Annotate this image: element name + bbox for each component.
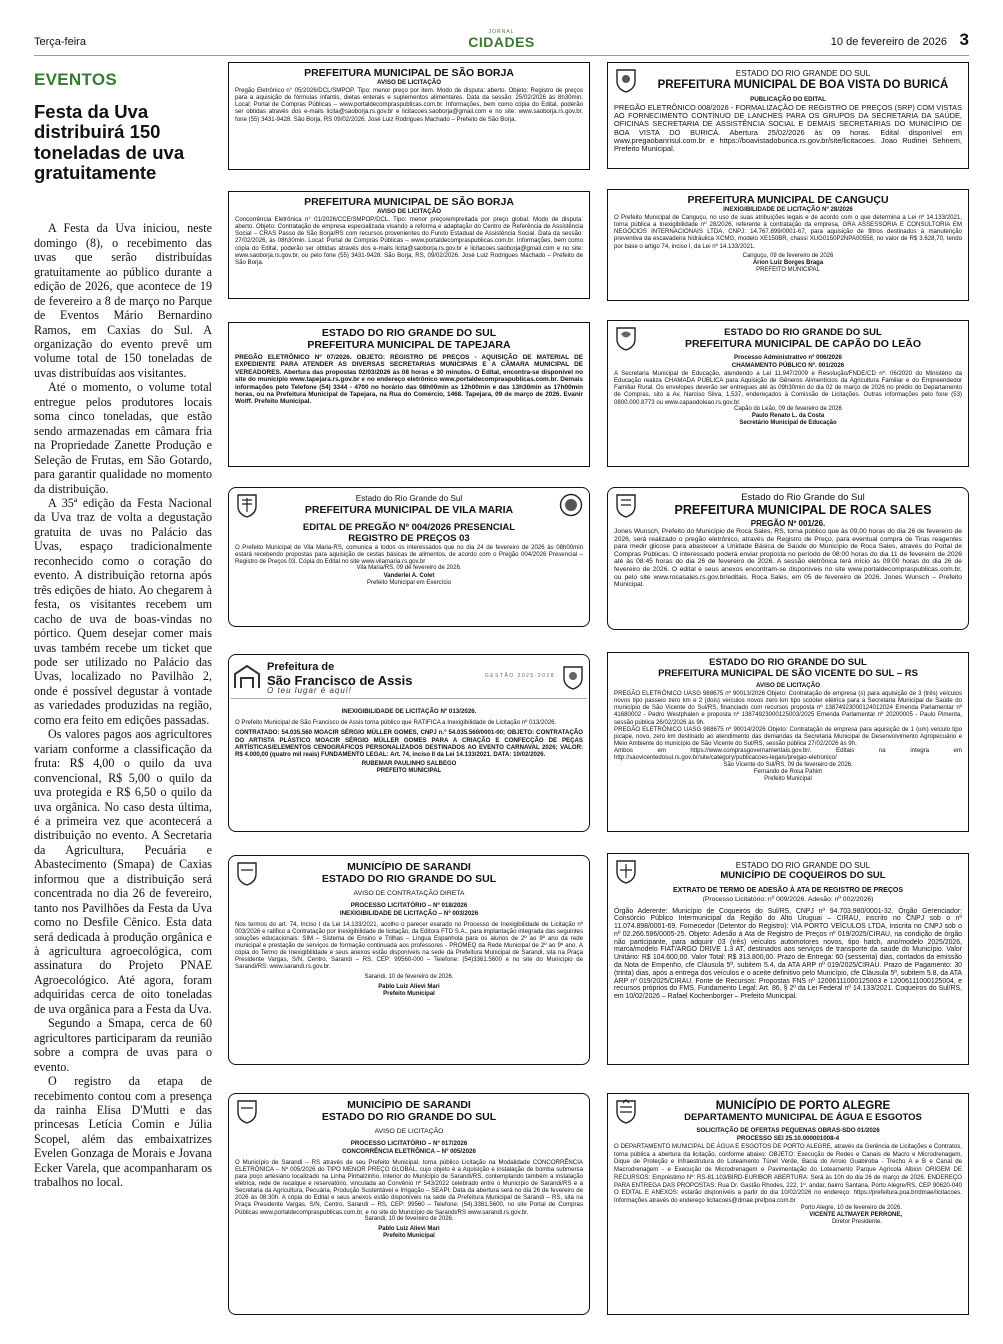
- article-headline: Festa da Uva distribuirá 150 toneladas de uva gratuitamente: [34, 101, 185, 184]
- ad-capao-do-leao: [607, 320, 969, 467]
- ad-subtitle: INEXIGIBILIDADE DE LICITAÇÃO Nº 013/2026.: [341, 708, 477, 716]
- ad-signature-place: Porto Alegre, 10 de fevereiro de 2026.: [800, 1204, 902, 1211]
- ad-title: ESTADO DO RIO GRANDE DO SUL: [321, 327, 497, 339]
- building-icon: [233, 664, 261, 690]
- page-header: [34, 30, 969, 56]
- section-logo-small: JORNAL: [488, 29, 515, 35]
- ad-subtitle: PROCESSO SEI 25.10.000001008-4: [736, 1135, 840, 1142]
- ad-signature-place: Canguçu, 09 de fevereiro de 2026: [742, 252, 834, 259]
- ad-title: PREFEITURA MUNICIPAL DE TAPEJARA: [307, 339, 511, 351]
- ad-body: O Município de Sarandi – RS através de seu Prefeito Municipal, torna público Licitação na Modalidade CONCORRÊNCIA ELETRÔNICA – Nº 005/2026 do TIPO MENOR PREÇO GLOBAL, cujo objeto é a Aquisição e instalação de bomba submersa para poço artesiano localizado na Linha Pinhalzinho, interior do Município de Sarandi/RS, contemplando também a instalação elétrica, rede de recalque e reservatório, vinculada ao Convênio nº 543/2022 celebrado entre o Município de Sarandi/RS e a Secretaria da Agricultura, Pecuária, Produção Sustentável e Irrigação – SEAPI. Data da abertura será no dia 26 de fevereiro de 2026 às 08:30h. A cópia do Edital e seus anexos estão disponíveis na sede da Prefeitura Municipal de Sarandi – RS, sita na Praça Presidente Vargas, S/N, Centro, Sarandi – RS, CEP: 99560 – Telefone: (54).3361.5600, no site Portal de Compras Públicas www.portaldecompraspublicas.com.br, e no site do Município de Sarandi/RS www.sarandi.rs.gov.br.: [235, 1158, 583, 1216]
- coat-of-arms-icon: [614, 858, 638, 884]
- page-number: 3: [959, 30, 969, 49]
- coat-of-arms-icon: [614, 325, 638, 351]
- ad-signature-place: Sarandi, 10 de fevereiro de 2026.: [364, 1215, 454, 1222]
- ad-signature-name: Vanderlei A. Colet: [383, 572, 435, 579]
- ad-body: Pregão Eletrônico n° 05/2026/DCL/SMPOP. Tipo: menor preço por item. Modo de disputa: aberto. Objeto: Registro de preços para a aquisição de fórmulas infantis, dietas enterais e suplementos alimentares. Data da sessão: 25/02/2026 às 8h30min. Local: Portal de Compras Públicas – www.portaldecompraspublicas.com.br. Informações, bem como cópia do Edital, poderão ser obtidas através dos e-mails licita@saoborja.rs.gov.br e licitacoes.saoborja@gmail.com e no site: www.saoborja.rs.gov.br, fone (55) 3431-9428. São Borja, RS 09/02/2026. José Luiz Rodrigues Machado – Prefeito de São Borja.: [235, 87, 583, 123]
- ad-sao-borja-1: [228, 62, 590, 170]
- ad-edital: REGISTRO DE PREÇOS 03: [348, 533, 470, 544]
- ad-signature-name: Fernando de Rosa Pahim: [753, 768, 823, 775]
- ad-state: Estado do Rio Grande do Sul: [355, 494, 463, 504]
- ad-edital: EDITAL DE PREGÃO Nº 004/2026 PRESENCIAL: [302, 522, 516, 533]
- ad-signature-name: Pablo Luiz Alievi Mari: [378, 983, 440, 990]
- ad-title: PREFEITURA MUNICIPAL DE CAPÃO DO LEÃO: [684, 337, 922, 350]
- coat-of-arms-icon: [614, 67, 638, 93]
- article-paragraph: Até o momento, o volume total entregue pelos produtores locais soma cinco toneladas, que estão sendo armazenadas em câmara fria na Propriedade Zanette Produção e Seleção de Frutas, em São Gotardo, para garantir qualidade no momento da distribuição.: [34, 380, 212, 496]
- ad-subtitle: PUBLICAÇÃO DO EDITAL: [750, 96, 826, 103]
- section-tag: EVENTOS: [34, 70, 118, 89]
- ad-state: ESTADO DO RIO GRANDE DO SUL: [735, 69, 871, 79]
- ad-subtitle: AVISO DE LICITAÇÃO: [755, 682, 821, 689]
- article-body: [34, 221, 212, 1189]
- ad-body: Nos termos do art. 74, Inciso I da Lei 14.133/2021, acolho o parecer exarado no Processo de Inexigibilidade de Licitação nº 003/2026 e ratifico a Contratação por inexigibilidade de licitação, da Editora FTD S.A., para implantação integrada das seguintes soluções educacionais: SIM – Sistema de Ensino e Trilhas – Língua Espanhola para os alunos de 2º ao 9º ano da rede municipal e prestação de serviços de formação continuada aos professores - PROMEQ da Rede Municipal de 2º ao 9º ano. A cópia do Termo de Inexigibilidade e seus anexos estão disponíveis na sede da Prefeitura Municipal de Sarandi, sita na Praça Presidente Vargas, S/N, Centro, Sarandi – RS, CEP: 99560-000 – Telefone: (54)3361.5600 e no site do Município de Sarandi/RS: www.sarandi.rs.gov.br.: [235, 920, 583, 971]
- ad-signature-role: Secretário Municipal de Educação: [739, 420, 837, 427]
- ad-title: PREFEITURA MUNICIPAL DE SÃO VICENTE DO SUL – RS: [658, 668, 918, 679]
- ad-sarandi-1: [228, 855, 590, 1065]
- ad-subtitle: SOLICITAÇÃO DE OFERTAS PEQUENAS OBRAS-SDO 01/2026: [696, 1127, 880, 1134]
- section-logo-name: CIDADES: [468, 34, 535, 50]
- ad-coqueiros-do-sul: [607, 853, 969, 1065]
- ad-title: ESTADO DO RIO GRANDE DO SUL: [321, 873, 497, 885]
- ad-subtitle-process: (Processo Licitatório: nº 009/2026. Adesão: nº 002/2026): [702, 896, 874, 903]
- ad-signature-role: Prefeito Municipal: [383, 991, 435, 997]
- ad-body: O Prefeito Municipal de Vila Maria-RS, comunica a todos os interessados que no dia 24 de fevereiro de 2026 às 08h00min estará recebendo propostas para aquisição de cestas básicas de alimentos, de acordo com o Pregão 004/2026 Presencial – Registro de Preços 03. Cópia do Edital no site www.vilamaria.rs.gov.br: [235, 544, 583, 566]
- section-logo: [468, 30, 535, 51]
- ad-signature-place: São Vicente do Sul/RS, 09 de fevereiro de 2026.: [723, 761, 853, 768]
- coat-of-arms-icon: [235, 860, 259, 886]
- ad-signature-place: Capão do Leão, 09 de fevereiro de 2026: [734, 405, 842, 412]
- ad-body: A Secretaria Municipal de Educação, atendendo a Lei 11.947/2009 e Resolução/FNDE/CD nº. 06/2020 do Ministério da Educação realiza CHAMADA PÚBLICA para Aquisição de Gêneros Alimentícios da Agricultura Familiar e do Empreendedor Familiar Rural. Os envelopes deverão ser entregues até às 09h30min do dia 02 de março de 2026 no prédio do Departamento de Compras, sito a Av. Narciso Silva, 1.537, endereçados à Comissão de Licitações. Outras informações pelo fone (53) 0800.000.8773 ou www.capaodoleao.rs.gov.br.: [614, 370, 962, 406]
- ad-process: CHAMAMENTO PÚBLICO Nº. 001/2026: [731, 362, 845, 369]
- ad-body: Jones Wunsch, Prefeito do Município de Roca Sales, RS, torna público que às 09,00 horas do dia 26 de fevereiro de 2026, será realizado o pregão eletrônico, através de Registro de Preço, para eventual compra de Tiras reagentes para medir glicose para abastecer a Unidade Básica de Saúde do Município de Roca Sales, através do Portal de Compras Públicas. O interessado poderá enviar proposta no período de 08:00 horas do dia 11 de fevereiro de 2026 até às 08:45 horas do dia 26 de fevereiro de 2026. A sessão eletrônica terá início às 09:00 horas do dia 26 de fevereiro de 2026. O edital e seus anexos encontram-se disponíveis no site www.portaldecompraspublicas.com.br, ou pelo site www.rocasales.rs.gov.br/editais. Roca Sales, em 05 de fevereiro de 2026. Jones Wunsch – Prefeito Municipal.: [614, 528, 962, 589]
- article-paragraph: O registro da etapa de recebimento contou com a presença da rainha Elisa D'Mutti e das princesas Letícia Comin e Júlia Scopel, além das embaixatrizes Evelen Gonzaga de Morais e Jovana Ecker Varela, que acompanharam os trabalhos no local.: [34, 1074, 212, 1190]
- ad-title: PREFEITURA MUNICIPAL DE CANGUÇU: [687, 194, 889, 206]
- ad-body: Ambos em https://www.comprasgovernamentais.gov.br/. Editais na íntegra em http://saovicentedosul.rs.gov.br/site/category/publicacoes-legais/pregao-eletronico/: [614, 747, 962, 762]
- ad-body: PREGÃO ELETRÔNICO 008/2026 - FORMALIZAÇÃO DE REGISTRO DE PREÇOS (SRP) COM VISTAS AO FORNECIMENTO CONTÍNUO DE LANCHES PARA OS GRUPOS DA SECRETARIA DA SAÚDE, OFICINAS SECRETARIA DE ASSISTÊNCIA SOCIAL E DEMAIS SECRETARIAS DO MUNICÍPIO DE BOA VISTA DO BURICÁ. Abertura 25/02/2026 às 09 horas. Edital disponível em www.pregaobanrisul.com.br e https://boavistadoburica.rs.gov.br/site/licitacoes. Joao Rudinei Sehnem, Prefeito Municipal.: [614, 103, 962, 154]
- ad-title: MUNICÍPIO DE PORTO ALEGRE: [715, 1099, 891, 1112]
- ad-boa-vista-do-burica: [607, 62, 969, 169]
- ad-signature-name: Paulo Renato L. da Costa: [751, 412, 825, 419]
- ad-porto-alegre-dmae: [607, 1093, 969, 1315]
- ad-title: ESTADO DO RIO GRANDE DO SUL: [709, 657, 867, 668]
- ad-process: CONCORRÊNCIA ELETRÔNICA – Nº 005/2026: [342, 1147, 476, 1155]
- coat-of-arms-icon: [561, 664, 585, 690]
- ad-body: PREGÃO ELETRÔNICO UASG 988675 nº 90014/2026 Objeto: Contratação de empresa para aquisição de 1 (um) veículo tipo picape, novo, zero km destinado ao atendimento das demandas da Secretaria Municipal de Desenvolvimento Agropecuário e Meio Ambiente do município de São Vicente do Sul/RS, sessão pública 27/02/2026 às 9h.: [614, 725, 962, 748]
- ad-subtitle: PREGÃO Nº 001/26.: [750, 519, 826, 528]
- ad-signature-role: PREFEITO MUNICIPAL: [756, 267, 820, 274]
- ad-title: PREFEITURA MUNICIPAL DE SÃO BORJA: [304, 196, 514, 208]
- ad-title: PREFEITURA MUNICIPAL DE SÃO BORJA: [304, 67, 514, 79]
- ad-signature-role: Diretor Presidente.: [831, 1219, 882, 1226]
- ad-process: Processo Administrativo nº 006/2026: [734, 354, 842, 361]
- ad-sao-francisco-de-assis: [228, 654, 590, 832]
- ad-body: Concorrência Eletrônica n° 01/2026/CCE/SMPOP/DCL. Tipo: menor preço/empreitada por preço global. Modo de disputa: aberto. Objeto: Contratação de empresa especializada visando a reforma e adaptação do Centro de Referência de Assistência Social – CRAS Passo de São Borja/RS com recursos provenientes do Fundo Estadual de Assistência Social. Data da sessão: 27/02/2026, às 08h30min. Local: Portal de Compras Públicas – www.portaldecompraspublicas.com.br. Informações, bem como cópia do Edital, poderão ser obtidas através dos e-mails licita@saoborja.rs.gov.br e licitacoes.saoborja@gmail.com e no site: www.saoborja.rs.gov.br, ou pelo fone (55) 3431-9428. São Borja, RS, 09/02/2026. José Luiz Rodrigues Machado – Prefeito de São Borja.: [235, 216, 583, 266]
- header-day: Terça-feira: [34, 36, 86, 48]
- ad-roca-sales: [607, 487, 969, 630]
- sfa-brand-line1: Prefeitura de: [267, 661, 335, 673]
- ad-signature-name: VICENTE ALTMAYER PERRONE,: [809, 1211, 902, 1218]
- coat-of-arms-icon: [614, 492, 638, 518]
- ad-process: PROCESSO LICITATÓRIO – Nº 017/2026: [350, 1139, 468, 1147]
- ad-tapejara: [228, 322, 590, 467]
- sfa-tagline: O teu lugar é aqui!: [267, 686, 352, 695]
- ad-title: MUNICÍPIO DE SARANDI: [347, 861, 471, 873]
- ad-title: MUNICÍPIO DE SARANDI: [347, 1099, 471, 1111]
- ad-title: MUNICÍPIO DE COQUEIROS DO SUL: [720, 870, 886, 882]
- coat-of-arms-icon: [235, 492, 259, 518]
- article-paragraph: A Festa da Uva iniciou, neste domingo (8), o recebimento das uvas que serão distribuídas gratuitamente ao público durante a edição de 2026, que acontece de 19 de fevereiro a 8 de março no Parque de Eventos Mário Bernardino Ramos, em Caxias do Sul. A organização do evento prevê um volume total de 150 toneladas de uvas distribuídas aos visitantes.: [34, 221, 212, 380]
- ad-sao-vicente-do-sul: [607, 652, 969, 832]
- ad-signature-role: Prefeito Municipal: [764, 775, 812, 782]
- ad-signature-name: Pablo Luiz Alievi Mari: [378, 1225, 440, 1232]
- ad-subtitle: AVISO DE CONTRATAÇÃO DIRETA: [353, 890, 465, 897]
- ad-subtitle: AVISO DE LICITAÇÃO: [376, 208, 442, 215]
- ad-signature-name: RUBEMAR PAULINHO SALBEGO: [361, 761, 457, 768]
- article-paragraph: Segundo a Smapa, cerca de 60 agricultores participaram da reunião sobre a compra de uvas para o evento.: [34, 1016, 212, 1074]
- ad-body: CONTRATADO: 54.035.560 MOACIR SÉRGIO MÜLLER GOMES, CNPJ n.º 54.035.560/0001-00; OBJETO: CONTRATAÇÃO DO ARTISTA PLÁSTICO MOACIR SÉRGIO MÜLLER GOMES PARA A CRIAÇÃO E CONFECÇÃO DE PEÇAS ARTÍSTICAS/ELEMENTOS CENOGRÁFICOS PERSONALIZADOS DESTINADOS AO EVENTO CARNAVAL 2026; VALOR: R$ 4.000,00 (quatro mil reais) FUNDAMENTO LEGAL: Art. 74, inciso II da Lei 14.133/2021. DATA: 10/02/2026.: [235, 729, 583, 758]
- ad-signature-role: Prefeito Municipal: [383, 1233, 435, 1240]
- ad-subtitle: INEXIGIBILIDADE DE LICITAÇÃO Nº 28/2026: [723, 206, 853, 213]
- header-date: 10 de fevereiro de 2026: [830, 36, 947, 48]
- ad-signature-role: Prefeito Municipal em Exercício: [366, 579, 452, 586]
- ad-title: ESTADO DO RIO GRANDE DO SUL: [321, 1111, 497, 1123]
- ad-body: Órgão Aderente: Município de Coqueiros do Sul/RS, CNPJ nº 94.703.980/0001-32. Órgão Gerenciador: Consórcio Público Intermunicipal da Região do Alto Uruguai – CIRAU, inscrito no CNPJ sob o nº 11.074.898/0001-69. Fornecedor (Detentor do Registro): VIA PORTO VEÍCULOS LTDA, inscrita no CNPJ sob o nº 02.266.596/0005-25. Objeto: Adesão à Ata de Registro de Preços nº 019/2025/CIRAU, na condição de órgão não participante, para adquirir 03 (três) veículos automotores novos, tipo hatch, ano/modelo 2025/2026, marca/modelo FIAT/ARGO DRIVE 1.3 AT, destinados aos serviços de transporte da saúde do Município. Valor Unitário: R$ 104.600,00. Valor Total: R$ 313.800,00. Prazo de Entrega: 60 (sessenta) dias, contados da emissão da Nota de Empenho, cfe Cláusula 5ª, subitem 5.4, da ATA ARP nº 019/2025/CIRAU. Prazo de Pagamento: 30 (trinta) dias, após a entrega dos veículos e o aceite definitivo pelo Município, cfe Cláusula 5ª, subitem 5.8, da ATA ARP nº 019/2025/CIRAU. Fonte de Recursos: Propostas FNS nº 12006111000125003 e 12006111000125004, e recursos próprios do FMS. Fundamento Legal: Art. 86, § 2º da Lei Federal nº 14.133/2021. Coqueiros do Sul/RS, em 10/02/2026 – Rafael Kochenborger – Prefeito Municipal.: [614, 907, 962, 1001]
- ad-cangucu: [607, 189, 969, 301]
- ad-process: PROCESSO LICITATÓRIO – Nº 018/2026: [350, 901, 468, 909]
- ad-title: DEPARTAMENTO MUNICIPAL DE ÁGUA E ESGOTOS: [684, 1111, 922, 1123]
- ad-body: O Prefeito Municipal de São Francisco de Assis torna público que RATIFICA a Inexigibilidade de Licitação nº 013/2026.: [235, 719, 557, 727]
- ad-body: O DEPARTAMENTO MUNICIPAL DE ÁGUA E ESGOTOS DE PORTO ALEGRE, através da Gerência de Licitações e Contratos, torna pública a abertura da licitação, conforme abaixo: OBJETO: Execução de Redes e Canais de Macro e Microdrenagem, Dique de Proteção e Infraestrutura do Loteamento Túnel Verde, Bacia do Arroio Guabiroba - Trecho A e B e Canal de Macrodrenagem - e Execução de Microdrenagem e Pavimentação do Loteamento Parque Agrícola Albion ORIGEM DE RECURSOS: Empréstimo Nº: RS-81.103/BIRD-EURIBOR ABERTURA: Será às 10h do dia 26 de março de 2026. ENDEREÇO PARA ENTREGA DAS PROPOSTAS: Rua Dr. Gastão Rhodes, 222, 1º. andar, bairro Santana, Porto Alegre/RS, CEP 90620-040 O EDITAL E ANEXOS: estarão disponíveis a partir do dia 10/02/2026 no endereço: https://prefeitura.poa.br/dmae/licitacoes. Informações através do endereço licitacoes@dmae.prefpoa.com.br: [614, 1143, 962, 1204]
- ad-vila-maria: [228, 487, 590, 627]
- article-paragraph: A 35ª edição da Festa Nacional da Uva traz de volta a degustação gratuita de uvas no Palácio das Uvas, espaço tradicionalmente reconhecido como o coração do evento. A distribuição retorna após três edições de hiato. Ao chegarem à festa, os visitantes recebem um cacho de uva de boas-vindas no pórtico. Quem desejar comer mais uvas também recebe um ticket que pode ser utilizado no Palácio das Uvas, localizado no Pavilhão 2, onde é possível degustar à vontade as variedades produzidas na região, como era feito em edições passadas.: [34, 495, 212, 727]
- coat-of-arms-icon: [235, 1098, 259, 1124]
- ad-signature-name: Arion Luiz Borges Braga: [752, 259, 824, 266]
- ad-sao-borja-2: [228, 191, 590, 299]
- ad-body: PREGÃO ELETRÔNICO UASG 988675 nº 90013/2026 Objeto: Contratação de empresa (s) para aquisição de 3 (três) veículos novos tipo passeio zero km e 2 (dois) veículos novos zero km tipo scooter elétrica para a Secretaria Municipal de Saúde do município de São Vicente do Sul/RS, financiado com recursos proposta nº 13874923000124012024 Emenda Parlamentar nº 41680002 - Pedro Westphalen e proposta nº 13874923000125003/2025 Emenda Parlamentar nº 20200005 - Paulo Pimenta, sessão pública 26/02/2026 às 9h.: [614, 690, 962, 726]
- ad-signature-role: PREFEITO MUNICIPAL: [376, 768, 442, 775]
- ad-title: ESTADO DO RIO GRANDE DO SUL: [724, 326, 882, 338]
- ad-body: PREGÃO ELETRÔNICO Nº 07/2026. OBJETO: REGISTRO DE PREÇOS - AQUISIÇÃO DE MATERIAL DE EXPEDIENTE PARA ATENDER AS DIVERSAS SECRETARIAS MUNICIPAIS E A CÂMARA MUNICIPAL DE VEREADORES. Abertura das propostas 02/03/2026 às 08 horas e 30 minutos. O Edital, encontra-se disponível no site do município www.tapejara.rs.gov.br e no endereço eletrônico www.portaldecompraspublicas.com.br. Demais informações pelo Telefone (54) 3344 - 4700 no horário das 08h00min as 12h00min e das 13h30min as 17h00min horas, ou na Prefeitura Municipal de Tapejara, na Rua do Comércio, 1468. Tapejara, 09 de março de 2026. Evanir Wolff. Prefeito Municipal.: [235, 354, 583, 406]
- ad-subtitle: AVISO DE LICITAÇÃO: [374, 1128, 444, 1135]
- article-column: [34, 70, 212, 1190]
- article-paragraph: Os valores pagos aos agricultores variam conforme a classificação da fruta: R$ 4,00 o quilo da uva convencional, R$ 5,00 o quilo da uva protegida e R$ 6,50 o quilo da uva orgânica. No caso desta última, é a primeira vez que acontecerá a distribuição no evento. A Secretaria da Agricultura, Pecuária e Abastecimento (Smapa) de Caxias informou que a distribuição será concentrada no dia 26 de fevereiro, tanto nos Pavilhões da Festa da Uva como no Desfile Cênico. Esta data será dedicada à produção orgânica e à agricultura agroecológica, com assinatura do Projeto PNAE Agroecológico. Até agora, foram adquiridas cerca de oito toneladas de uva orgânica para a Festa da Uva.: [34, 727, 212, 1016]
- sfa-logo: [231, 657, 587, 699]
- ad-state: ESTADO DO RIO GRANDE DO SUL: [735, 860, 871, 870]
- sfa-brand-line2: São Francisco de Assis: [267, 673, 413, 688]
- seal-icon: [559, 492, 583, 518]
- ad-title: PREFEITURA MUNICIPAL DE BOA VISTA DO BURICÁ: [657, 78, 949, 91]
- ad-body: O Prefeito Municipal de Canguçu, no uso de suas atribuições legais e de acordo com o que determina a Lei nº 14.133/2021, torna pública a Inexigibilidade nº 28/2026, referente à contratação da empresa, GRA ASSESSORIA E CONSULTORIA EM NEGÓCIOS INTERNACIONAIS LTDA, CNPJ: 14.767.899/0001-67, para aquisição de filtros destinados à manutenção preventiva da escavadeira hidráulica XCMG, modelo XE150BR, chassi XUG0150P2NPA00558, no valor de R$ 3.628,70, tendo por base o artigo 74, inciso I, da Lei nº 14.133/2021.: [614, 214, 962, 250]
- ad-title: PREFEITURA MUNICIPAL DE ROCA SALES: [674, 502, 932, 517]
- sfa-gestao: GESTÃO 2025-2028: [484, 673, 555, 679]
- ad-sarandi-2: [228, 1093, 590, 1315]
- ad-subtitle: EXTRATO DE TERMO DE ADESÃO À ATA DE REGISTRO DE PREÇOS: [672, 887, 904, 894]
- ad-title: PREFEITURA MUNICIPAL DE VILA MARIA: [304, 503, 514, 516]
- ad-subtitle: AVISO DE LICITAÇÃO: [376, 79, 442, 86]
- ad-signature-place: Vila Maria/RS, 09 de fevereiro de 2026.: [356, 565, 462, 572]
- ad-signature-place: Sarandi, 10 de fevereiro de 2026.: [364, 973, 454, 980]
- ad-state: Estado do Rio Grande do Sul: [741, 492, 865, 504]
- coat-of-arms-icon: [614, 1098, 638, 1124]
- ad-process: INEXIGIBILIDADE DE LICITAÇÃO – Nº 003/2026: [339, 909, 479, 917]
